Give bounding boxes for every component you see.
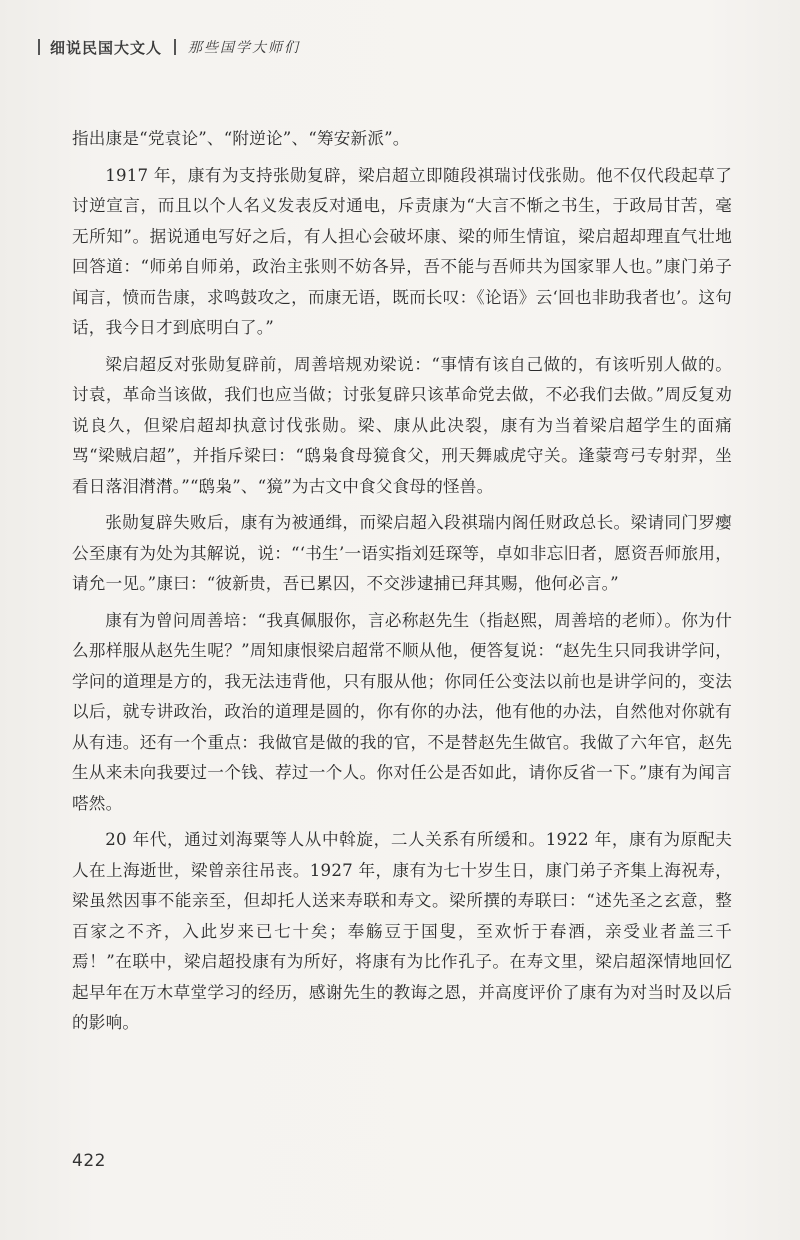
running-head: [38, 36, 300, 58]
paragraph: 张勋复辟失败后，康有为被通缉，而梁启超入段祺瑞内阁任财政总长。梁请同门罗瘿公至康有为处为其解说，说：“‘书生’一语实指刘廷琛等，卓如非忘旧者，愿资吾师旅用，请允一见。”康曰：“彼新贵，吾已累囚，不交涉逮捕已拜其赐，他何必言。”: [72, 513, 732, 593]
header-bar-left: [38, 39, 40, 55]
body-text: [72, 124, 732, 1045]
paragraph: 梁启超反对张勋复辟前，周善培规劝梁说：“事情有该自己做的，有该听别人做的。讨袁，革命当该做，我们也应当做；讨张复辟只该革命党去做，不必我们去做。”周反复劝说良久，但梁启超却执意讨伐张勋。梁、康从此决裂，康有为当着梁启超学生的面痛骂“梁贼启超”，并指斥梁曰：“鸱枭食母獍食父，刑天舞戚虎守关。逢蒙弯弓专射羿，坐看日落泪潸潸。”“鸱枭”、“獍”为古文中食父食母的怪兽。: [72, 354, 732, 496]
header-bar-divider: [174, 39, 176, 55]
book-title: 那些国学大师们: [188, 40, 301, 56]
paragraph-continued: 指出康是“党袁论”、“附逆论”、“筹安新派”。: [72, 129, 410, 148]
paragraph: 康有为曾问周善培：“我真佩服你，言必称赵先生（指赵熙，周善培的老师）。你为什么那样服从赵先生呢？”周知康恨梁启超常不顺从他，便答复说：“赵先生只同我讲学问，学问的道理是方的，我无法违背他，只有服从他；你同任公变法以前也是讲学问的，变法以后，就专讲政治，政治的道理是圆的，你有你的办法，他有他的办法，自然他对你就有从有违。还有一个重点：我做官是做的我的官，不是替赵先生做官。我做了六年官，赵先生从来未向我要过一个钱、荐过一个人。你对任公是否如此，请你反省一下。”康有为闻言嗒然。: [72, 610, 732, 813]
page-number: 422: [72, 1151, 106, 1171]
series-title: 细说民国大文人: [50, 38, 163, 57]
paragraph: 20 年代，通过刘海粟等人从中斡旋，二人关系有所缓和。1922 年，康有为原配夫人在上海逝世，梁曾亲往吊丧。1927 年，康有为七十岁生日，康门弟子齐集上海祝寿，梁虽然因事不能亲至，但却托人送来寿联和寿文。梁所撰的寿联曰：“述先圣之玄意，整百家之不齐，入此岁来已七十矣；奉觞豆于国叟，至欢忻于春酒，亲受业者盖三千焉！”在联中，梁启超投康有为所好，将康有为比作孔子。在寿文里，梁启超深情地回忆起早年在万木草堂学习的经历，感谢先生的教诲之恩，并高度评价了康有为对当时及以后的影响。: [72, 830, 732, 1032]
paragraph: 1917 年，康有为支持张勋复辟，梁启超立即随段祺瑞讨伐张勋。他不仅代段起草了讨逆宣言，而且以个人名义发表反对通电，斥责康为“大言不惭之书生，于政局甘苦，毫无所知”。据说通电写好之后，有人担心会破坏康、梁的师生情谊，梁启超却理直气壮地回答道：“师弟自师弟，政治主张则不妨各异，吾不能与吾师共为国家罪人也。”康门弟子闻言，愤而告康，求鸣鼓攻之，而康无语，既而长叹：《论语》云‘回也非助我者也’。这句话，我今日才到底明白了。”: [72, 165, 732, 337]
